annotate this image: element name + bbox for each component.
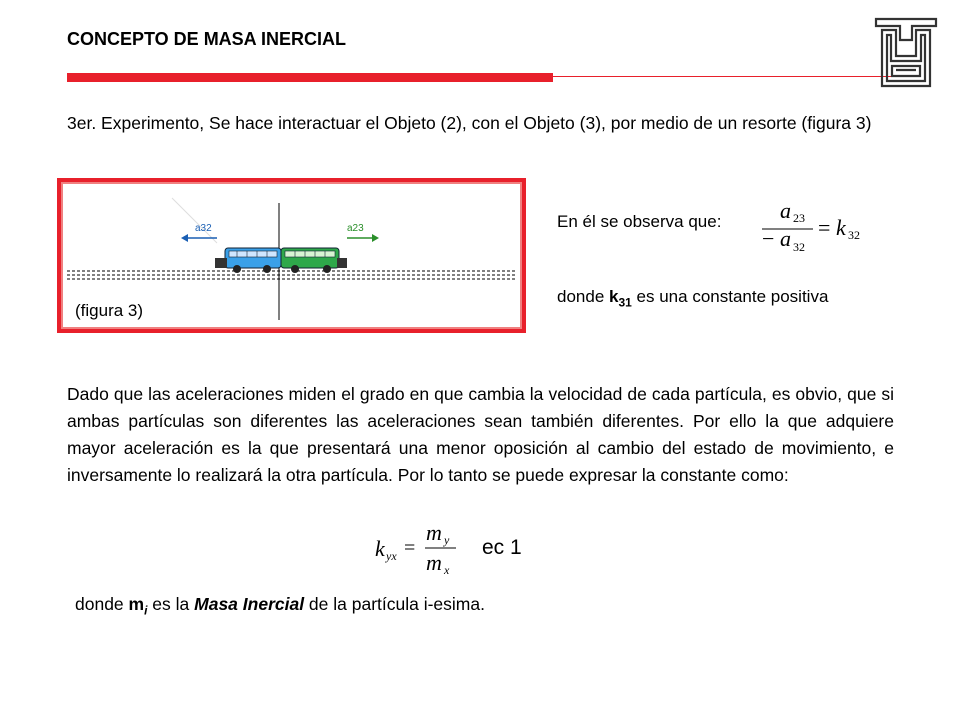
svg-text:23: 23 — [793, 211, 805, 225]
intro-paragraph: 3er. Experimento, Se hace interactuar el Objeto (2), con el Objeto (3), por medio de un resorte (figura 3) — [67, 113, 872, 133]
svg-text:=: = — [818, 215, 831, 240]
observation-text: En él se observa que: — [557, 212, 722, 231]
title-underline-thin — [553, 76, 893, 77]
svg-text:k: k — [375, 536, 385, 561]
svg-text:y: y — [444, 533, 450, 547]
inertial-mass-equation — [370, 520, 460, 580]
accel-label-left: a32 — [195, 223, 212, 234]
institution-logo — [872, 16, 940, 90]
svg-text:=: = — [404, 537, 416, 559]
constant-description: donde $k_{31}$ es una constante positiva — [557, 287, 829, 310]
svg-text:m: m — [426, 550, 442, 575]
svg-text:32: 32 — [848, 228, 860, 242]
accel-label-right: a23 — [347, 223, 364, 234]
svg-text:a: a — [780, 198, 791, 223]
svg-text:m: m — [426, 520, 442, 545]
equation-label: ec 1 — [482, 536, 522, 559]
svg-text:−: − — [762, 226, 775, 251]
body-paragraph: Dado que las aceleraciones miden el grado en que cambia la velocidad de cada partícula, es obvio, que si ambas partículas son diferentes las aceleraciones sean también diferentes. Por ello la que adquiere mayor aceleración es la que presentará una menor oposición al cambio del estado de movimiento, e inversamente lo realizará la otra partícula. Por lo tanto se puede expresar la constante como: — [67, 384, 894, 485]
title-underline-bar — [67, 73, 553, 82]
figure-caption: (figura 3) — [75, 301, 144, 320]
svg-text:k: k — [836, 215, 846, 240]
svg-text:a: a — [780, 226, 791, 251]
ratio-equation — [760, 196, 865, 258]
svg-text:32: 32 — [793, 240, 805, 254]
svg-text:yx: yx — [386, 549, 397, 563]
svg-text:x: x — [444, 563, 450, 577]
mass-definition: donde $m_i$ es la Masa Inercial de la partícula i-esima. — [75, 594, 485, 618]
page-title: CONCEPTO DE MASA INERCIAL — [67, 29, 347, 49]
